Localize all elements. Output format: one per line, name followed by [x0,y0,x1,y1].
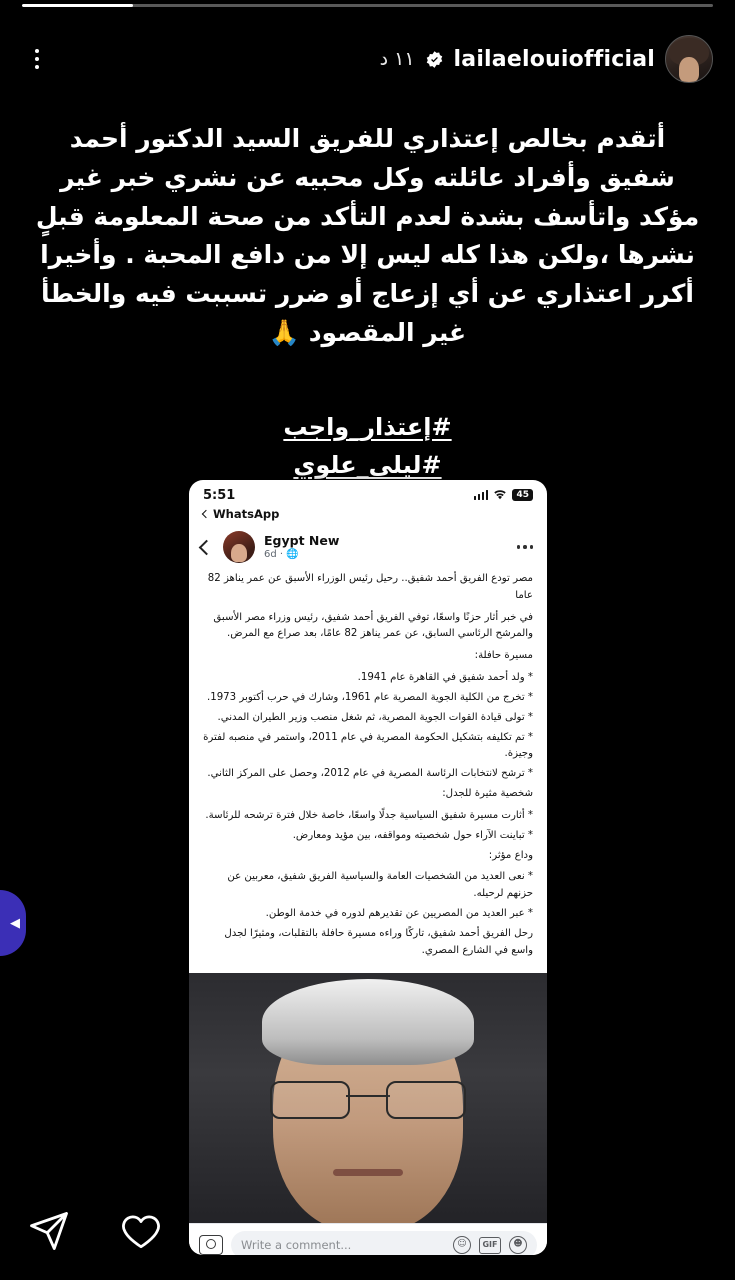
sticker-icon[interactable]: ☺ [453,1236,471,1254]
post-lead: في خبر أثار حزنًا واسعًا، توفي الفريق أحمد شفيق، رئيس وزراء مصر الأسبق والمرشح الرئاسي السابق، عن عمر يناهز 82 عامًا، بعد صراع مع المرض. [213,611,533,640]
edge-floating-button[interactable] [0,890,26,956]
back-chevron-icon[interactable] [202,510,210,518]
post-bullets-1 [203,670,533,783]
story-header [0,28,735,90]
phone-status-bar [189,480,547,506]
post-closing: رحل الفريق أحمد شفيق، تاركًا وراءه مسيرة حافلة بالتقلبات، ومثيرًا لجدل واسع في الشارع المصري. [224,927,533,956]
list-item: * تم تكليفه بتشكيل الحكومة المصرية في عام 2011، واستمر في منصبه لفترة وجيزة. [203,731,533,760]
story-author[interactable] [380,35,713,83]
post-photo [189,973,547,1223]
post-headline: مصر تودع الفريق أحمد شفيق.. رحيل رئيس الوزراء الأسبق عن عمر يناهز 82 عاما [207,573,533,601]
gif-icon[interactable]: GIF [479,1237,501,1254]
page-avatar[interactable] [223,531,255,563]
share-paper-plane-icon[interactable] [26,1208,72,1254]
page-name[interactable]: Egypt New [264,532,340,548]
verified-badge-icon [425,50,444,69]
list-item: * عبر العديد من المصريين عن تقديرهم لدوره في خدمة الوطن. [265,908,533,920]
back-arrow-icon[interactable] [199,539,215,555]
portrait-hair [262,979,474,1065]
comment-placeholder: Write a comment... [241,1238,352,1253]
post-section-2-title: شخصية مثيرة للجدل: [442,788,533,800]
portrait-mouth [333,1169,403,1176]
heart-icon[interactable] [118,1208,164,1254]
list-item: * نعى العديد من الشخصيات العامة والسياسية الفريق شفيق، معربين عن حزنهم لرحيله. [227,871,533,900]
story-progress-fill [22,4,133,7]
story-progress-bar [22,4,713,7]
post-section-1-title: مسيرة حافلة: [474,650,533,662]
portrait-glasses [270,1081,466,1115]
list-item: * ولد أحمد شفيق في القاهرة عام 1941. [357,672,533,684]
app-name: WhatsApp [213,507,280,521]
list-item: * تباينت الآراء حول شخصيته ومواقفه، بين مؤيد ومعارض. [292,829,533,841]
story-caption: أتقدم بخالص إعتذاري للفريق السيد الدكتور أحمد شفيق وأفراد عائلته وكل محبيه عن نشري خبر غير مؤكد واتأسف بشدة لعدم التأكد من صحة المعلومة قبلٍ نشرها ،ولكن هذا كله ليس إلا من دافع المحبة . وأخيرا أكرر اعتذاري عن أي إزعاج أو ضرر تسببت فيه والخطأ غير المقصود 🙏 [35,124,700,347]
post-options-icon[interactable] [517,545,534,549]
post-bullets-2 [203,808,533,845]
story-username[interactable]: lailaelouiofficial [453,46,655,72]
list-item: * تولى قيادة القوات الجوية المصرية، ثم شغل منصب وزير الطيران المدني. [217,711,533,723]
post-text [189,571,547,973]
hashtag-item[interactable]: #إعتذار_واجب [283,413,452,441]
emoji-icon[interactable]: ☻ [509,1236,527,1254]
story-timestamp: ١١ د [379,48,415,70]
post-header [189,525,547,571]
kebab-menu-icon[interactable] [22,49,52,69]
status-time: 5:51 [203,487,236,503]
source-app-label [189,506,547,525]
wifi-icon [493,489,507,502]
story-hashtags[interactable] [0,408,735,485]
post-meta: 6d · 🌐 [264,548,299,560]
list-item: * أثارت مسيرة شفيق السياسية جدلًا واسعًا، خاصة خلال فترة ترشحه للرئاسة. [205,809,533,821]
list-item: * ترشح لانتخابات الرئاسة المصرية في عام 2012، وحصل على المركز الثاني. [207,768,533,780]
list-item: * تخرج من الكلية الجوية المصرية عام 1961، وشارك في حرب أكتوبر 1973. [206,691,533,703]
post-bullets-3 [203,869,533,922]
story-footer [0,1196,735,1266]
avatar[interactable] [665,35,713,83]
embedded-screenshot [189,480,547,1255]
battery-indicator: 45 [512,489,533,501]
hashtag-item[interactable]: #ليلى_علوي [293,451,442,480]
cellular-signal-icon [474,490,489,500]
edge-pill-glyph: ◀ [10,915,20,931]
post-section-3-title: وداع مؤثر: [488,849,533,861]
